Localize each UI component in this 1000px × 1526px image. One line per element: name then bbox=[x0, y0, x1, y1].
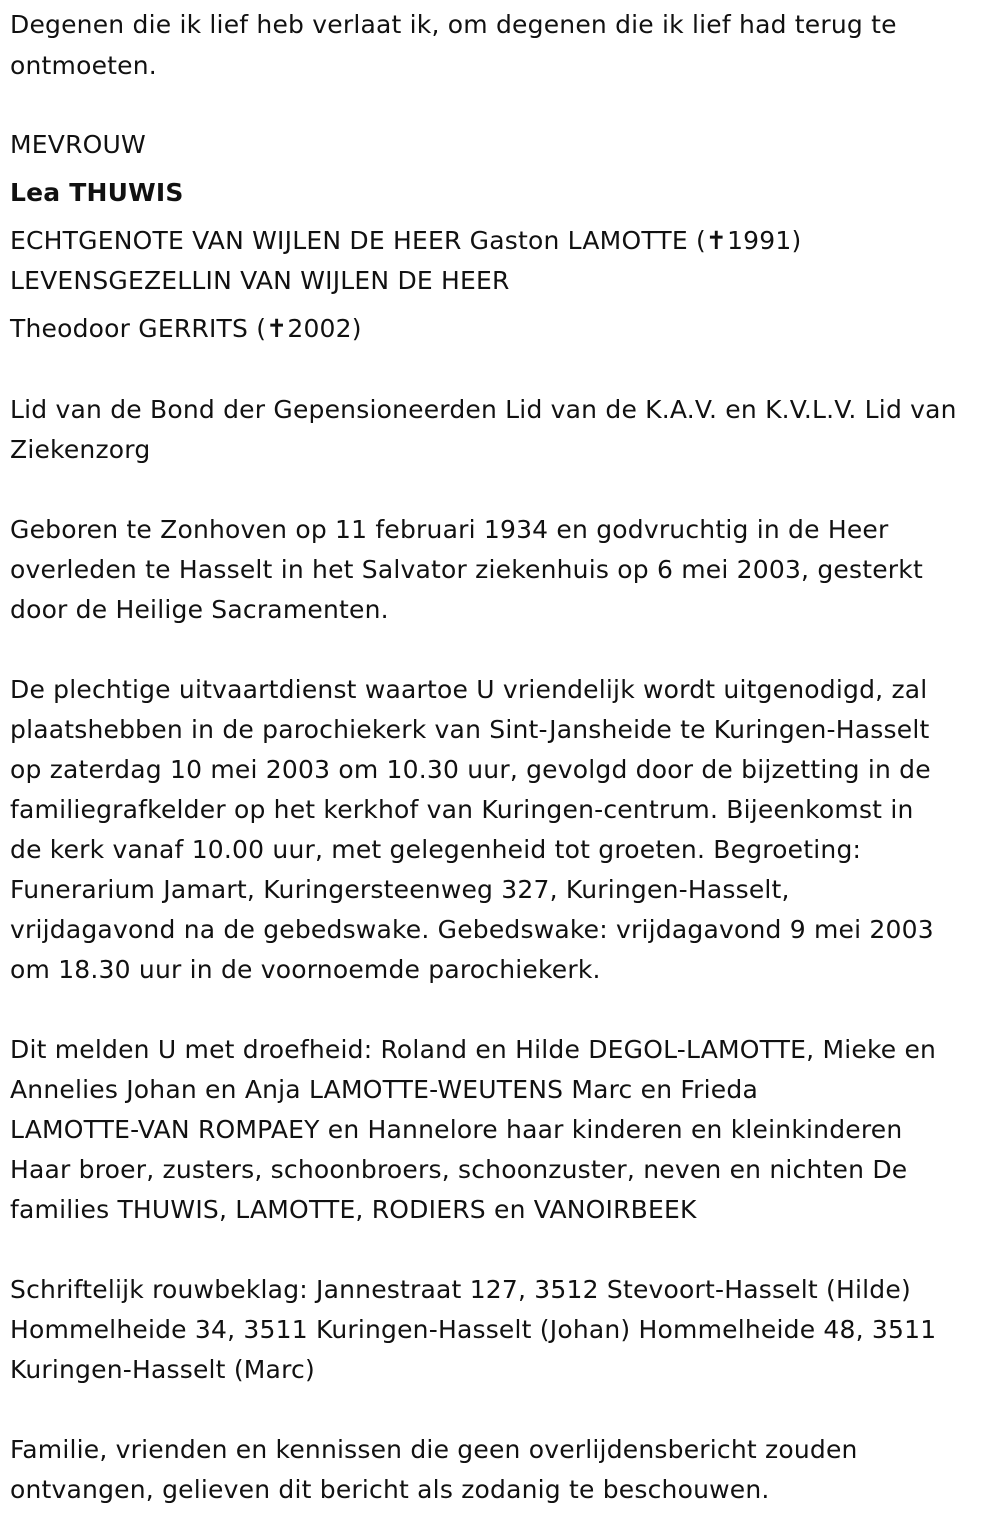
condolence-line-2: Hommelheide 34, 3511 Kuringen-Hasselt (Johan) Hommelheide 48, 3511 bbox=[10, 1315, 937, 1344]
membership-line-2: Ziekenzorg bbox=[10, 435, 151, 464]
family-line-2: Annelies Johan en Anja LAMOTTE-WEUTENS Marc en Frieda bbox=[10, 1075, 758, 1104]
condolence-line-3: Kuringen-Hasselt (Marc) bbox=[10, 1355, 315, 1384]
closing-line-2: ontvangen, gelieven dit bericht als zodanig te beschouwen. bbox=[10, 1475, 770, 1504]
funeral-line-7: vrijdagavond na de gebedswake. Gebedswake: vrijdagavond 9 mei 2003 bbox=[10, 915, 934, 944]
funeral-line-2: plaatshebben in de parochiekerk van Sint-Jansheide te Kuringen-Hasselt bbox=[10, 715, 930, 744]
closing-line-1: Familie, vrienden en kennissen die geen overlijdensbericht zouden bbox=[10, 1435, 858, 1464]
partner-line-1: LEVENSGEZELLIN VAN WIJLEN DE HEER bbox=[10, 266, 510, 295]
spouse-line: ECHTGENOTE VAN WIJLEN DE HEER Gaston LAMOTTE (✝1991) bbox=[10, 226, 802, 255]
funeral-line-3: op zaterdag 10 mei 2003 om 10.30 uur, gevolgd door de bijzetting in de bbox=[10, 755, 931, 784]
funeral-line-1: De plechtige uitvaartdienst waartoe U vriendelijk wordt uitgenodigd, zal bbox=[10, 675, 928, 704]
family-line-3: LAMOTTE-VAN ROMPAEY en Hannelore haar kinderen en kleinkinderen bbox=[10, 1115, 903, 1144]
title-mevrouw: MEVROUW bbox=[10, 130, 146, 159]
opening-quote-line-2: ontmoeten. bbox=[10, 51, 157, 80]
partner-line-2: Theodoor GERRITS (✝2002) bbox=[10, 314, 362, 343]
funeral-line-4: familiegrafkelder op het kerkhof van Kuringen-centrum. Bijeenkomst in bbox=[10, 795, 914, 824]
family-line-1: Dit melden U met droefheid: Roland en Hilde DEGOL-LAMOTTE, Mieke en bbox=[10, 1035, 937, 1064]
funeral-line-5: de kerk vanaf 10.00 uur, met gelegenheid tot groeten. Begroeting: bbox=[10, 835, 862, 864]
birth-death-line-2: overleden te Hasselt in het Salvator ziekenhuis op 6 mei 2003, gesterkt bbox=[10, 555, 923, 584]
membership-line-1: Lid van de Bond der Gepensioneerden Lid van de K.A.V. en K.V.L.V. Lid van bbox=[10, 395, 957, 424]
birth-death-line-1: Geboren te Zonhoven op 11 februari 1934 en godvruchtig in de Heer bbox=[10, 515, 889, 544]
birth-death-line-3: door de Heilige Sacramenten. bbox=[10, 595, 389, 624]
funeral-line-8: om 18.30 uur in de voornoemde parochiekerk. bbox=[10, 955, 601, 984]
funeral-line-6: Funerarium Jamart, Kuringersteenweg 327, Kuringen-Hasselt, bbox=[10, 875, 790, 904]
family-line-4: Haar broer, zusters, schoonbroers, schoonzuster, neven en nichten De bbox=[10, 1155, 908, 1184]
family-line-5: families THUWIS, LAMOTTE, RODIERS en VANOIRBEEK bbox=[10, 1195, 697, 1224]
deceased-name: Lea THUWIS bbox=[10, 178, 184, 207]
opening-quote-line-1: Degenen die ik lief heb verlaat ik, om degenen die ik lief had terug te bbox=[10, 10, 897, 39]
condolence-line-1: Schriftelijk rouwbeklag: Jannestraat 127, 3512 Stevoort-Hasselt (Hilde) bbox=[10, 1275, 911, 1304]
